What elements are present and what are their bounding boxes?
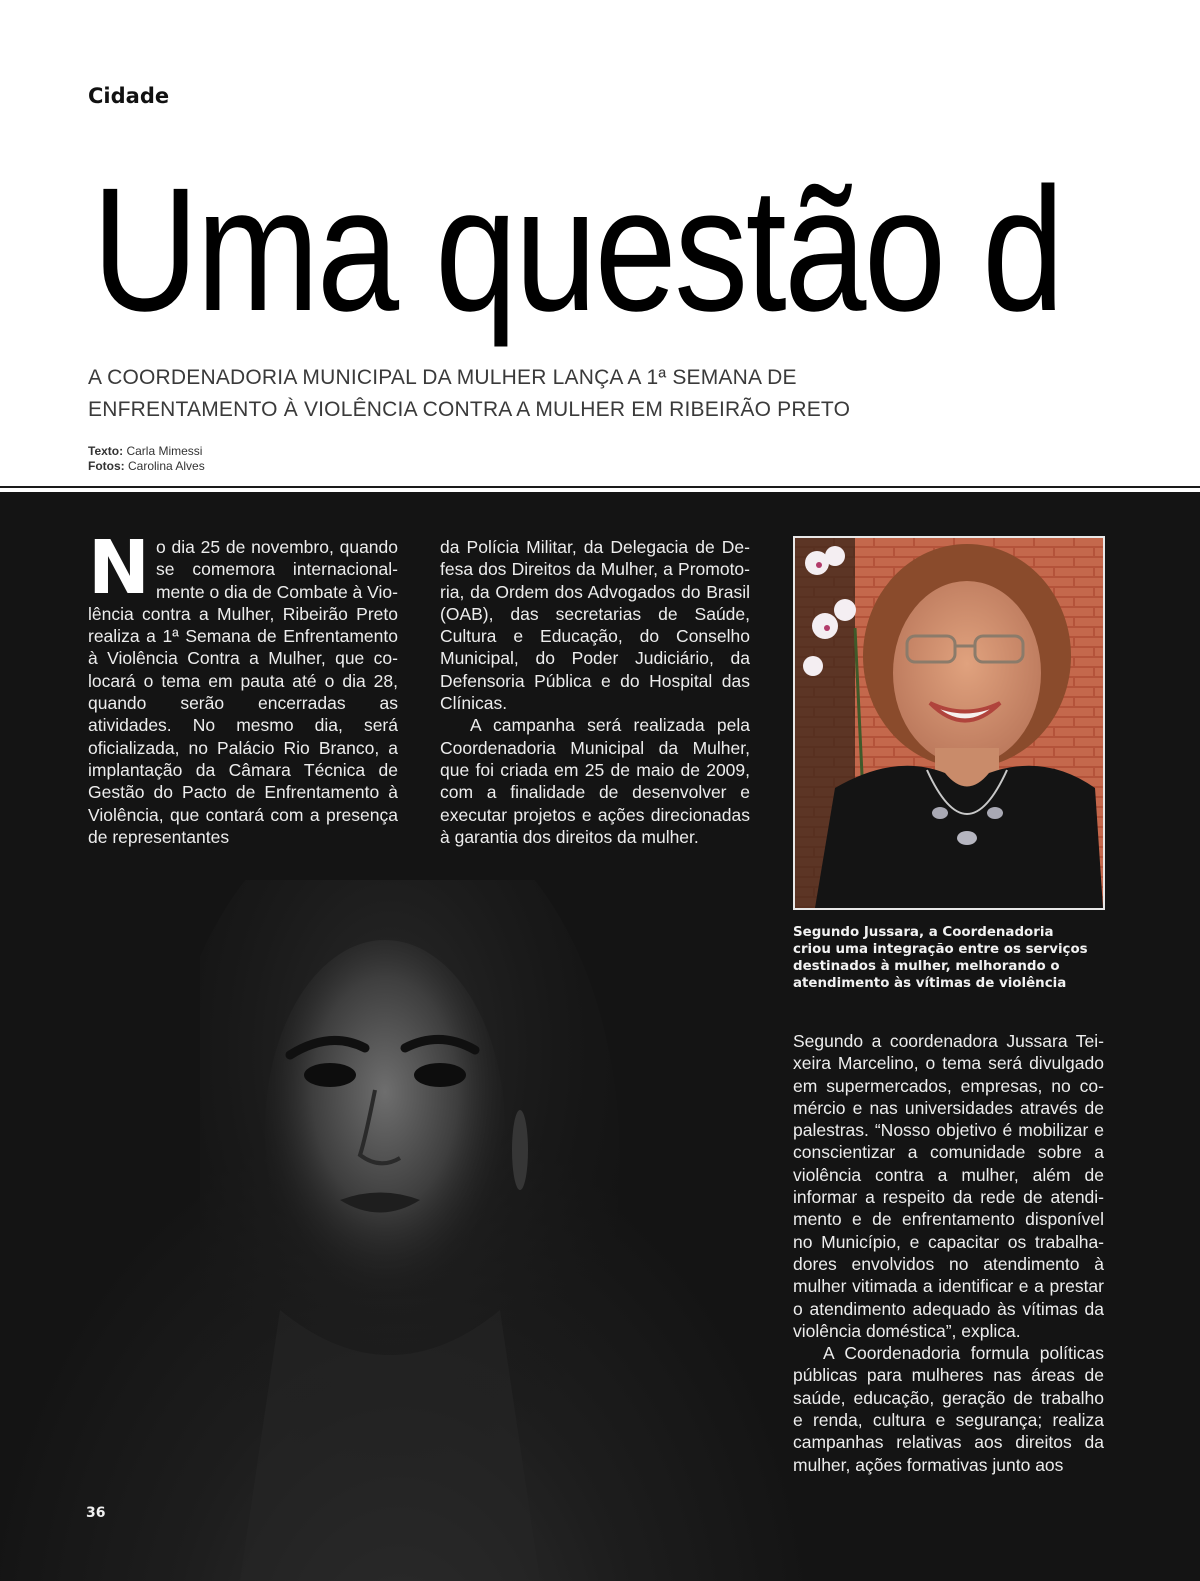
photo-credit-label: Fotos: [88,459,125,473]
article-paragraph: da Polícia Militar, da Delegacia de Defesa dos Direitos da Mulher, a Promotoria, da Ordem dos Advogados do Brasil (OAB), das secretarias de Saúde, Cultura e Educação, do Conselho Municipal, do Poder Judiciário, da Defensoria Pública e do Hospital das Clínicas. [440,537,750,714]
page-number: 36 [86,1505,106,1521]
portrait-illustration [795,538,1103,908]
subhead [88,362,888,426]
text-credit-label: Texto: [88,444,124,458]
photo-caption: Segundo Jussara, a Coordenadoria criou uma integração entre os serviços destinados à mulher, melhorando o atendimento às vítimas de violência [793,925,1088,991]
article-column-2 [440,536,750,848]
header-divider [0,486,1200,488]
article-paragraph: A campanha será realizada pela Coordenadoria Municipal da Mulher, que foi criada em 25 de maio de 2009, com a finalidade de desenvolver e executar projetos e ações direcionadas à garantia dos direitos da mulher. [440,715,750,847]
subhead-line: A COORDENADORIA MUNICIPAL DA MULHER LANÇA A 1ª SEMANA DE [88,366,797,389]
background-portrait-image [200,880,620,1580]
section-label: Cidade [88,84,170,108]
article-column-1 [88,525,398,848]
photo-credit [88,459,205,474]
credits [88,444,205,474]
article-paragraph: A Coordenadoria formula políticas públicas para mulheres nas áreas de saúde, educação, geração de trabalho e renda, cultura e segurança; realiza campanhas relativas aos direitos da mulher, ações formativas junto aos [793,1343,1104,1475]
photo-credit-author: Carolina Alves [128,459,205,473]
article-column-3 [793,1030,1104,1476]
drop-cap: N [88,525,150,611]
subhead-line: ENFRENTAMENTO À VIOLÊNCIA CONTRA A MULHER EM RIBEIRÃO PRETO [88,398,851,421]
article-paragraph: Segundo a coordenadora Jussara Teixeira Marcelino, o tema será divulgado em supermercados, empresas, no comércio e nas universidades através de palestras. “Nosso objetivo é mobilizar e conscientizar a comunidade sobre a violência contra a mulher, além de informar a respeito da rede de atendimento e de enfrentamento disponível no Município, e capacitar os trabalhadores envolvidos no atendimento à mulher vitimada a identificar e a prestar o atendimento adequado às vítimas da violência doméstica”, explica. [793,1031,1104,1341]
text-credit [88,444,205,459]
paragraph-text: o dia 25 de novembro, quando se comemora internacionalmente o dia de Combate à Violência contra a Mulher, Ribeirão Preto realiza a 1ª Semana de Enfrentamento à Violência Contra a Mulher, que colocará o tema em pauta até o dia 28, quando serão encerradas as atividades. No mesmo dia, será oficializada, no Palácio Rio Branco, a implantação da Câmara Técnica de Gestão do Pacto de Enfrentamento à Violência, que contará com a presença de representantes [88,537,398,847]
coordinator-photo [793,536,1105,910]
article-paragraph [88,525,398,848]
headline: Uma questão d [92,152,1062,348]
text-credit-author: Carla Mimessi [126,444,203,458]
